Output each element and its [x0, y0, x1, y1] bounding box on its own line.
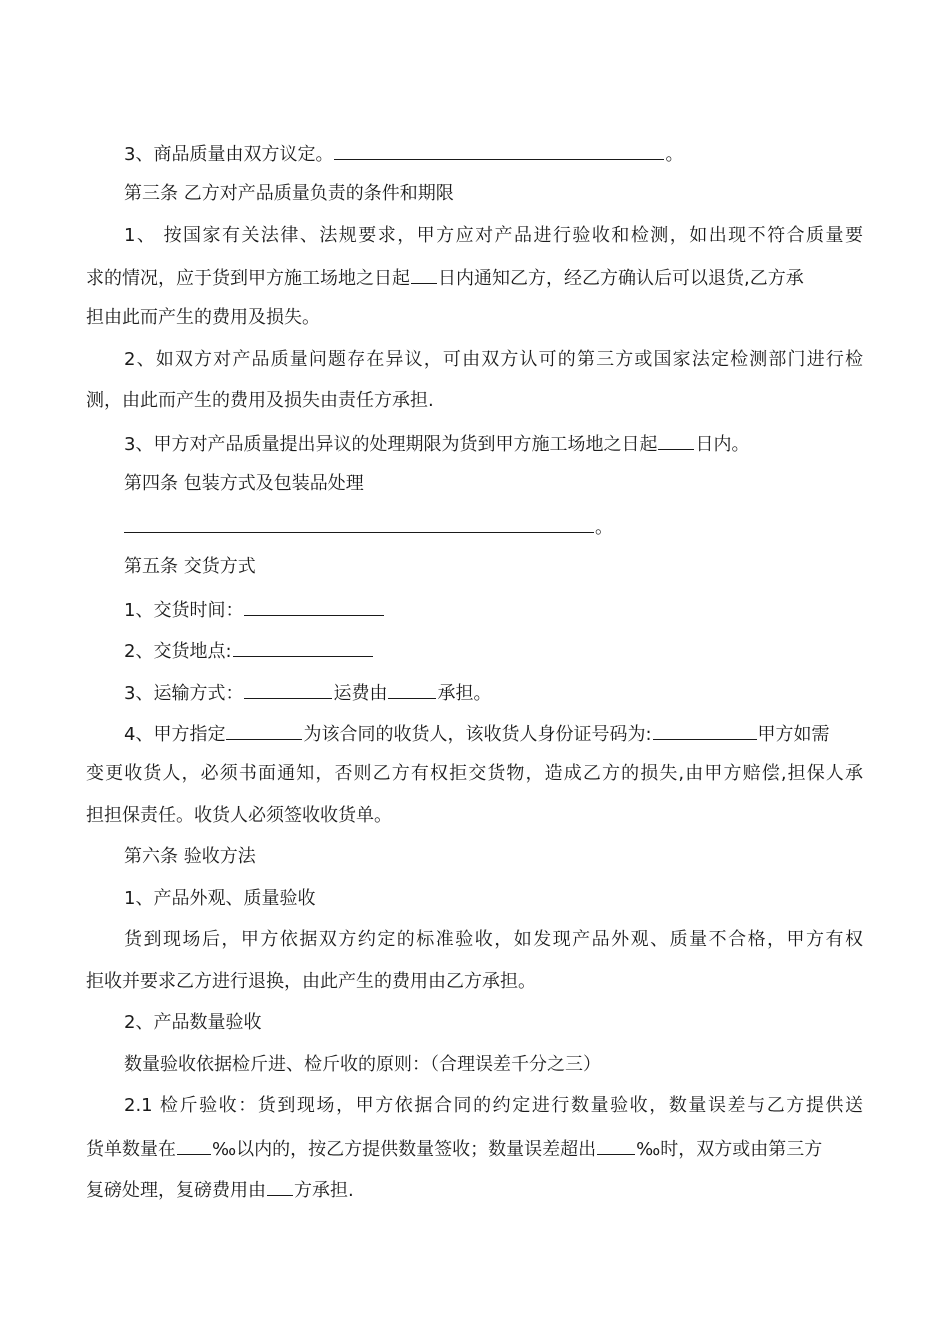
paragraph-line [0, 637, 950, 665]
paragraph-line [0, 513, 950, 541]
blank-line [267, 1176, 293, 1196]
text: 运费由 [333, 683, 388, 704]
text: 。 [595, 517, 613, 538]
text: 1、 按国家有关法律、法规要求，甲方应对产品进行验收和检测，如出现不符合质量要 [124, 225, 863, 246]
blank-line [411, 264, 437, 284]
text: 3、甲方对产品质量提出异议的处理期限为货到甲方施工场地之日起 [124, 434, 658, 455]
blank-line [233, 637, 373, 657]
subheading: 1、产品外观、质量验收 [124, 888, 316, 909]
text: 4、甲方指定 [124, 724, 226, 745]
text: 货到现场后，甲方依据双方约定的标准验收，如发现产品外观、质量不合格，甲方有权 [124, 929, 863, 950]
blank-line [124, 513, 594, 533]
text: 。 [665, 144, 684, 165]
text: 变更收货人，必须书面通知，否则乙方有权拒交货物，造成乙方的损失,由甲方赔偿,担保人承 [86, 763, 863, 784]
paragraph-line [0, 679, 950, 707]
paragraph-line [0, 596, 950, 624]
text: 求的情况，应于货到甲方施工场地之日起 [86, 268, 410, 289]
blank-line [226, 720, 302, 740]
text: ‰时，双方或由第三方 [636, 1139, 823, 1160]
paragraph-line: 拒收并要求乙方进行退换，由此产生的费用由乙方承担。 [86, 971, 536, 992]
blank-line [244, 596, 384, 616]
paragraph-line: 数量验收依据检斤进、检斤收的原则：（合理误差千分之三） [124, 1054, 601, 1075]
text: 复磅处理，复磅费用由 [86, 1180, 266, 1201]
text: 日内通知乙方，经乙方确认后可以退货,乙方承 [438, 268, 804, 289]
blank-line [177, 1135, 211, 1155]
paragraph-line [0, 927, 950, 953]
text: 1、交货时间： [124, 600, 244, 621]
paragraph-line [0, 347, 950, 373]
article-3-heading: 第三条 乙方对产品质量负责的条件和期限 [124, 183, 454, 204]
article-6-heading: 第六条 验收方法 [124, 846, 256, 867]
text: 为该合同的收货人，该收货人身份证号码为: [303, 724, 652, 745]
text: 2、如双方对产品质量问题存在异议，可由双方认可的第三方或国家法定检测部门进行检 [124, 349, 863, 370]
clause-quality-agreed [0, 140, 950, 168]
text: 3、商品质量由双方议定。 [124, 144, 334, 165]
paragraph-line [0, 720, 950, 748]
text: 2、交货地点: [124, 641, 232, 662]
paragraph-line: 担由此而产生的费用及损失。 [86, 307, 320, 328]
blank-line [653, 720, 757, 740]
paragraph-line [0, 1135, 950, 1163]
subheading: 2、产品数量验收 [124, 1012, 262, 1033]
article-4-heading: 第四条 包装方式及包装品处理 [124, 473, 364, 494]
paragraph-line: 担担保责任。收货人必须签收收货单。 [86, 805, 392, 826]
text: 货单数量在 [86, 1139, 176, 1160]
blank-line [388, 679, 436, 699]
article-5-heading: 第五条 交货方式 [124, 556, 256, 577]
paragraph-line [0, 223, 950, 249]
blank-line [244, 679, 332, 699]
text: 2.1 检斤验收：货到现场，甲方依据合同的约定进行数量验收，数量误差与乙方提供送 [124, 1095, 863, 1116]
text: 3、运输方式： [124, 683, 244, 704]
blank-line [658, 430, 694, 450]
blank-line [334, 140, 664, 160]
paragraph-line [0, 1093, 950, 1119]
text: 承担。 [437, 683, 492, 704]
paragraph-line [0, 761, 950, 787]
text: 方承担. [294, 1180, 354, 1201]
paragraph-line [0, 264, 950, 292]
paragraph-line [0, 1176, 950, 1204]
text: 日内。 [695, 434, 750, 455]
text: ‰以内的，按乙方提供数量签收；数量误差超出 [212, 1139, 597, 1160]
blank-line [597, 1135, 635, 1155]
paragraph-line [0, 430, 950, 458]
paragraph-line: 测，由此而产生的费用及损失由责任方承担. [86, 390, 434, 411]
text: 甲方如需 [757, 724, 830, 745]
